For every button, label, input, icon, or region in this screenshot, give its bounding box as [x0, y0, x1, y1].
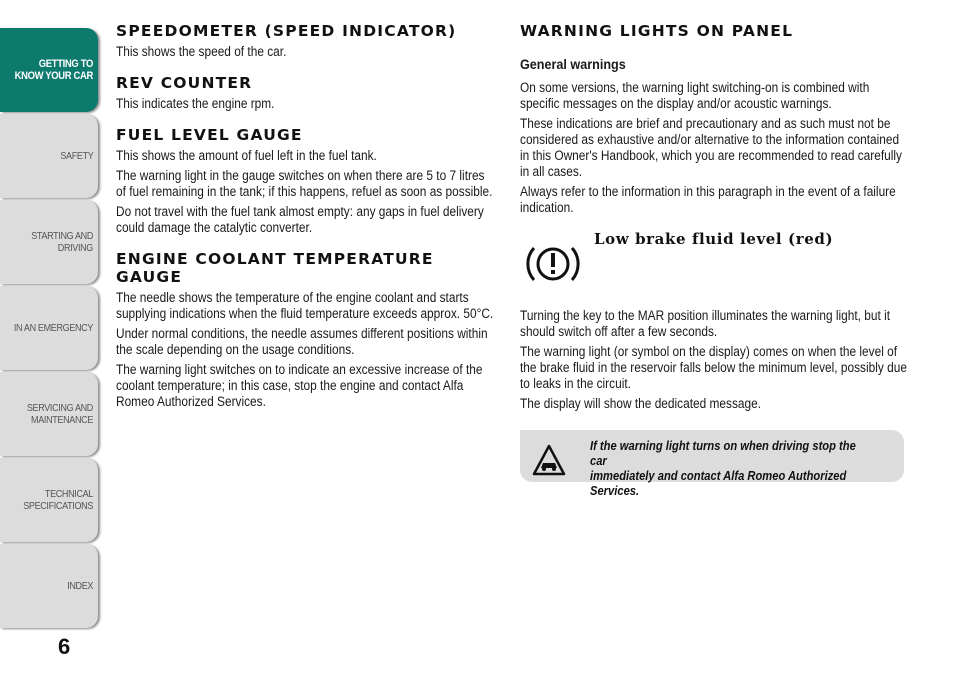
coolant-text: Under normal conditions, the needle assumes different positions within the scale depending on the usage conditions.: [116, 326, 488, 357]
coolant-text: The needle shows the temperature of the engine coolant and starts supplying indications when the fluid temperature exceeds approx. 50°C.: [116, 290, 494, 321]
tab-label: SERVICING AND MAINTENANCE: [26, 402, 93, 426]
car-warning-triangle-icon: [532, 444, 566, 476]
general-text: On some versions, the warning light switching-on is combined with specific messages on the display and/or acoustic warnings.: [520, 80, 870, 111]
speedometer-text: This shows the speed of the car.: [116, 44, 287, 59]
tab-label: GETTING TO KNOW YOUR CAR: [14, 58, 93, 82]
coolant-gauge-heading: ENGINE COOLANT TEMPERATURE GAUGE: [116, 250, 434, 286]
brake-text: The warning light (or symbol on the display) comes on when the level of the brake fluid in the reservoir falls below the minimum level, possibly due to leaks in the circuit.: [520, 344, 907, 391]
tab-starting-and-driving[interactable]: [0, 200, 98, 284]
fuel-text: The warning light in the gauge switches on when there are 5 to 7 litres of fuel remaining in the tank; if this happens, refuel as soon as possible.: [116, 168, 493, 199]
tab-label: TECHNICAL SPECIFICATIONS: [23, 488, 94, 512]
rev-counter-text: This indicates the engine rpm.: [116, 96, 275, 111]
rev-counter-heading: REV COUNTER: [116, 74, 253, 92]
tab-index[interactable]: [0, 544, 98, 628]
callout-line: immediately and contact Alfa Romeo Authorized Services.: [590, 468, 847, 498]
warning-lights-heading: WARNING LIGHTS ON PANEL: [520, 22, 794, 40]
page-number: 6: [58, 634, 71, 659]
general-warnings-subheading: General warnings: [520, 56, 626, 72]
tab-safety[interactable]: [0, 114, 98, 198]
warning-callout: [520, 430, 904, 498]
brake-warning-block: [520, 226, 910, 304]
left-column: [116, 22, 496, 410]
coolant-text: The warning light switches on to indicate an excessive increase of the coolant temperature; in this case, stop the engine and contact Alfa Romeo Authorized Services.: [116, 362, 483, 409]
callout-text: [590, 438, 865, 498]
tab-getting-to-know-your-car[interactable]: [0, 28, 98, 112]
tab-label: STARTING AND DRIVING: [31, 230, 93, 254]
tab-label: SAFETY: [59, 150, 93, 162]
fuel-text: Do not travel with the fuel tank almost empty: any gaps in fuel delivery could damage the catalytic converter.: [116, 204, 484, 235]
callout-line: If the warning light turns on when driving stop the car: [590, 438, 856, 468]
tab-label: IN AN EMERGENCY: [13, 322, 93, 334]
tab-servicing-and-maintenance[interactable]: [0, 372, 98, 456]
general-text: These indications are brief and precautionary and as such must not be considered as exhaustive and/or alternative to the information contained in this Owner's Handbook, which you are recommended to read carefully in all cases.: [520, 116, 902, 179]
tab-in-an-emergency[interactable]: [0, 286, 98, 370]
fuel-text: This shows the amount of fuel left in the fuel tank.: [116, 148, 377, 163]
tab-label: INDEX: [67, 580, 93, 592]
general-text: Always refer to the information in this paragraph in the event of a failure indication.: [520, 184, 896, 215]
right-column: [520, 22, 910, 498]
brake-warning-icon: [520, 238, 586, 290]
tab-technical-specifications[interactable]: [0, 458, 98, 542]
speedometer-heading: SPEEDOMETER (SPEED INDICATOR): [116, 22, 457, 40]
brake-fluid-heading: Low brake fluid level (red): [594, 230, 834, 248]
fuel-gauge-heading: FUEL LEVEL GAUGE: [116, 126, 303, 144]
brake-text: Turning the key to the MAR position illuminates the warning light, but it should switch off after a few seconds.: [520, 308, 891, 339]
brake-text: The display will show the dedicated message.: [520, 396, 762, 411]
